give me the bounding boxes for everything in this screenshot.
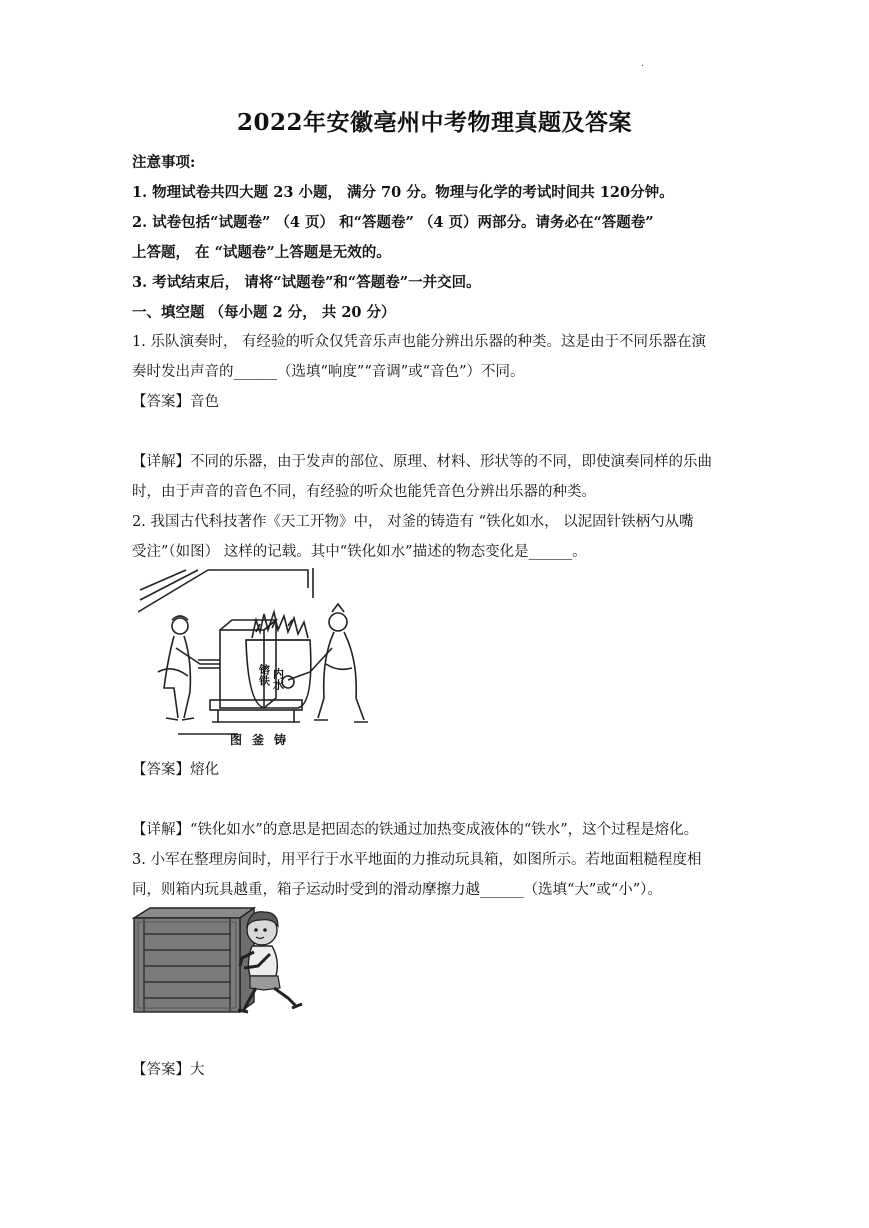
notice-item-1: 1. 物理试卷共四大题 23 小题， 满分 70 分。物理与化学的考试时间共 120分钟。 bbox=[132, 184, 674, 201]
foundry-label-1: 镕铁 bbox=[257, 664, 271, 686]
question-1-detail-line-1: 【详解】不同的乐器，由于发声的部位、原理、材料、形状等的不同，即使演奏同样的乐曲 bbox=[132, 454, 712, 470]
question-3-answer: 【答案】大 bbox=[132, 1062, 205, 1078]
notice-item-2-line-1: 2. 试卷包括“试题卷” （4 页） 和“答题卷” （4 页）两部分。请务必在“答题卷” bbox=[132, 214, 654, 231]
question-1-answer: 【答案】音色 bbox=[132, 394, 219, 410]
foundry-label-2: 内水 bbox=[271, 668, 285, 690]
question-2-detail-line-1: 【详解】“铁化如水”的意思是把固态的铁通过加热变成液体的“铁水”，这个过程是熔化。 bbox=[132, 822, 699, 838]
notice-item-2-line-2: 上答题， 在 “试题卷”上答题是无效的。 bbox=[132, 244, 391, 261]
question-3-line-1: 3. 小军在整理房间时，用平行于水平地面的力推动玩具箱，如图所示。若地面粗糙程度相 bbox=[132, 852, 702, 868]
notice-item-3: 3. 考试结束后， 请将“试题卷”和“答题卷”一并交回。 bbox=[132, 274, 481, 291]
page-title: 2022年安徽亳州中考物理真题及答案 bbox=[236, 109, 632, 136]
question-1-line-2: 奏时发出声音的______（选填“响度”“音调”或“音色”）不同。 bbox=[132, 364, 525, 380]
question-1-line-1: 1. 乐队演奏时， 有经验的听众仅凭音乐声也能分辨出乐器的种类。这是由于不同乐器在演 bbox=[132, 334, 707, 350]
question-3-line-2: 同，则箱内玩具越重，箱子运动时受到的滑动摩擦力越______（选填“大”或“小”）。 bbox=[132, 882, 662, 898]
foundry-illustration bbox=[138, 568, 368, 748]
question-1-detail-line-2: 时，由于声音的音色不同，有经验的听众也能凭音色分辨出乐器的种类。 bbox=[132, 484, 596, 500]
header-dot: . bbox=[641, 58, 645, 69]
boy-pushing-box-illustration bbox=[132, 906, 308, 1018]
notice-heading: 注意事项: bbox=[132, 154, 196, 171]
section-heading: 一、填空题 （每小题 2 分， 共 20 分） bbox=[132, 304, 396, 321]
foundry-caption: 图釜铸 bbox=[230, 733, 297, 747]
question-2-line-2: 受注”（如图） 这样的记载。其中“铁化如水”描述的物态变化是______。 bbox=[132, 544, 587, 560]
question-2-answer: 【答案】熔化 bbox=[132, 762, 219, 778]
question-2-line-1: 2. 我国古代科技著作《天工开物》中， 对釜的铸造有 “铁化如水， 以泥固针铁柄勺从嘴 bbox=[132, 514, 694, 530]
